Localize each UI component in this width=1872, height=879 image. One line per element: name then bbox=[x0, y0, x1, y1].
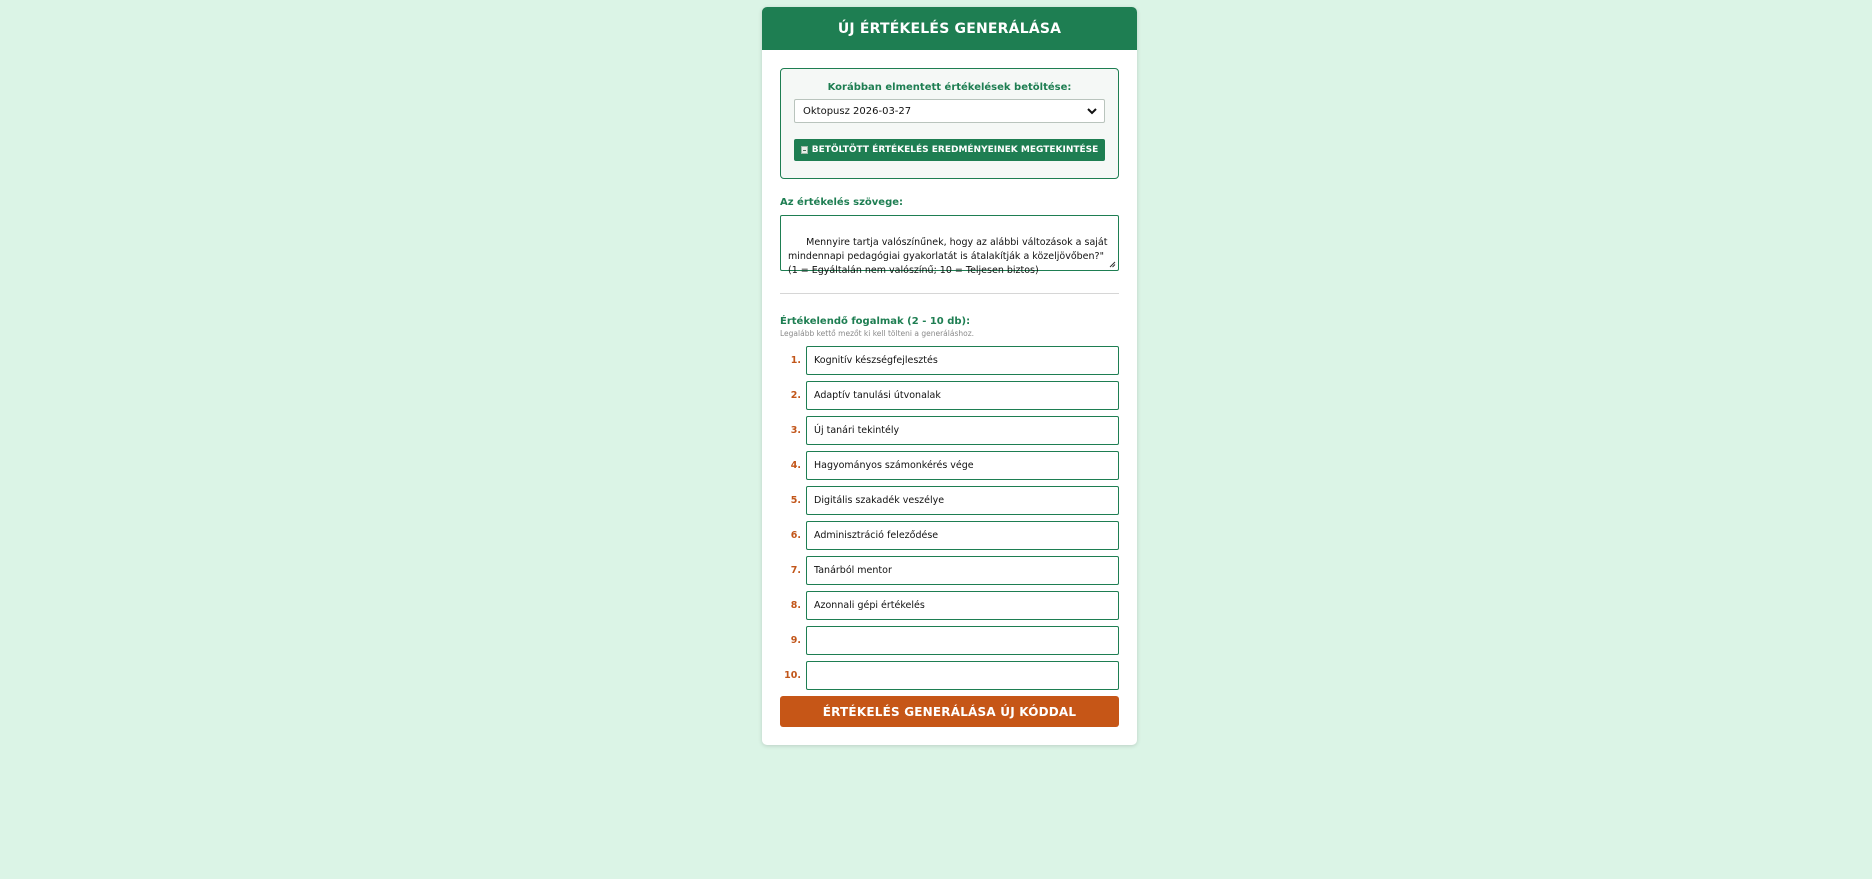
load-saved-panel bbox=[780, 68, 1119, 179]
concept-number: 4. bbox=[790, 460, 801, 471]
concept-number: 3. bbox=[790, 425, 801, 436]
view-loaded-results-label: BETÖLTÖTT ÉRTÉKELÉS EREDMÉNYEINEK MEGTEKINTÉSE bbox=[811, 145, 1099, 155]
evaluation-text-area[interactable] bbox=[780, 215, 1119, 276]
concept-row-10 bbox=[780, 661, 1119, 690]
concept-number: 10. bbox=[784, 670, 801, 681]
concept-row-6 bbox=[780, 521, 1119, 550]
chevron-down-icon bbox=[1086, 105, 1098, 117]
concept-number: 1. bbox=[790, 355, 801, 366]
concepts-hint: Legalább kettő mezőt ki kell tölteni a generáláshoz. bbox=[780, 329, 975, 338]
saved-evaluations-select[interactable] bbox=[794, 99, 1105, 123]
concept-input-10[interactable] bbox=[806, 661, 1119, 690]
card-header bbox=[762, 7, 1137, 50]
concept-input-3[interactable]: Új tanári tekintély bbox=[806, 416, 1119, 445]
load-saved-label: Korábban elmentett értékelések betöltése: bbox=[827, 82, 1072, 93]
generate-evaluation-button[interactable] bbox=[780, 696, 1119, 727]
document-icon bbox=[801, 146, 808, 154]
new-evaluation-card bbox=[762, 7, 1137, 745]
saved-evaluations-selected-value: Oktopusz 2026-03-27 bbox=[803, 105, 912, 117]
concept-row-2 bbox=[780, 381, 1119, 410]
concept-row-5 bbox=[780, 486, 1119, 515]
concept-row-8 bbox=[780, 591, 1119, 620]
concept-row-7 bbox=[780, 556, 1119, 585]
concept-input-7[interactable]: Tanárból mentor bbox=[806, 556, 1119, 585]
card-body bbox=[762, 50, 1137, 727]
concept-number: 6. bbox=[790, 530, 801, 541]
concept-number: 9. bbox=[790, 635, 801, 646]
concept-input-5[interactable]: Digitális szakadék veszélye bbox=[806, 486, 1119, 515]
page-title: ÚJ ÉRTÉKELÉS GENERÁLÁSA bbox=[837, 20, 1062, 37]
concept-input-2[interactable]: Adaptív tanulási útvonalak bbox=[806, 381, 1119, 410]
resize-handle-icon[interactable] bbox=[1109, 261, 1116, 268]
concept-number: 8. bbox=[790, 600, 801, 611]
section-divider bbox=[780, 293, 1119, 294]
generate-evaluation-label: ÉRTÉKELÉS GENERÁLÁSA ÚJ KÓDDAL bbox=[822, 704, 1077, 719]
concept-input-9[interactable] bbox=[806, 626, 1119, 655]
concepts-label: Értékelendő fogalmak (2 - 10 db): bbox=[780, 316, 971, 327]
concept-input-1[interactable]: Kognitív készségfejlesztés bbox=[806, 346, 1119, 375]
concept-row-1 bbox=[780, 346, 1119, 375]
view-loaded-results-button[interactable] bbox=[794, 139, 1105, 161]
concept-input-4[interactable]: Hagyományos számonkérés vége bbox=[806, 451, 1119, 480]
concepts-list bbox=[780, 346, 1119, 690]
concept-input-6[interactable]: Adminisztráció feleződése bbox=[806, 521, 1119, 550]
concept-row-4 bbox=[780, 451, 1119, 480]
concept-row-9 bbox=[780, 626, 1119, 655]
concept-number: 7. bbox=[790, 565, 801, 576]
evaluation-text-label: Az értékelés szövege: bbox=[780, 197, 904, 208]
evaluation-text-value: Mennyire tartja valószínűnek, hogy az alábbi változások a saját mindennapi pedagógiai gyakorlatát is átalakítják a közeljövőben?" (1 = Egyáltalán nem valószínű; 10 = Teljesen biztos) bbox=[788, 237, 1108, 276]
concept-number: 5. bbox=[790, 495, 801, 506]
concept-row-3 bbox=[780, 416, 1119, 445]
concept-input-8[interactable]: Azonnali gépi értékelés bbox=[806, 591, 1119, 620]
concept-number: 2. bbox=[790, 390, 801, 401]
